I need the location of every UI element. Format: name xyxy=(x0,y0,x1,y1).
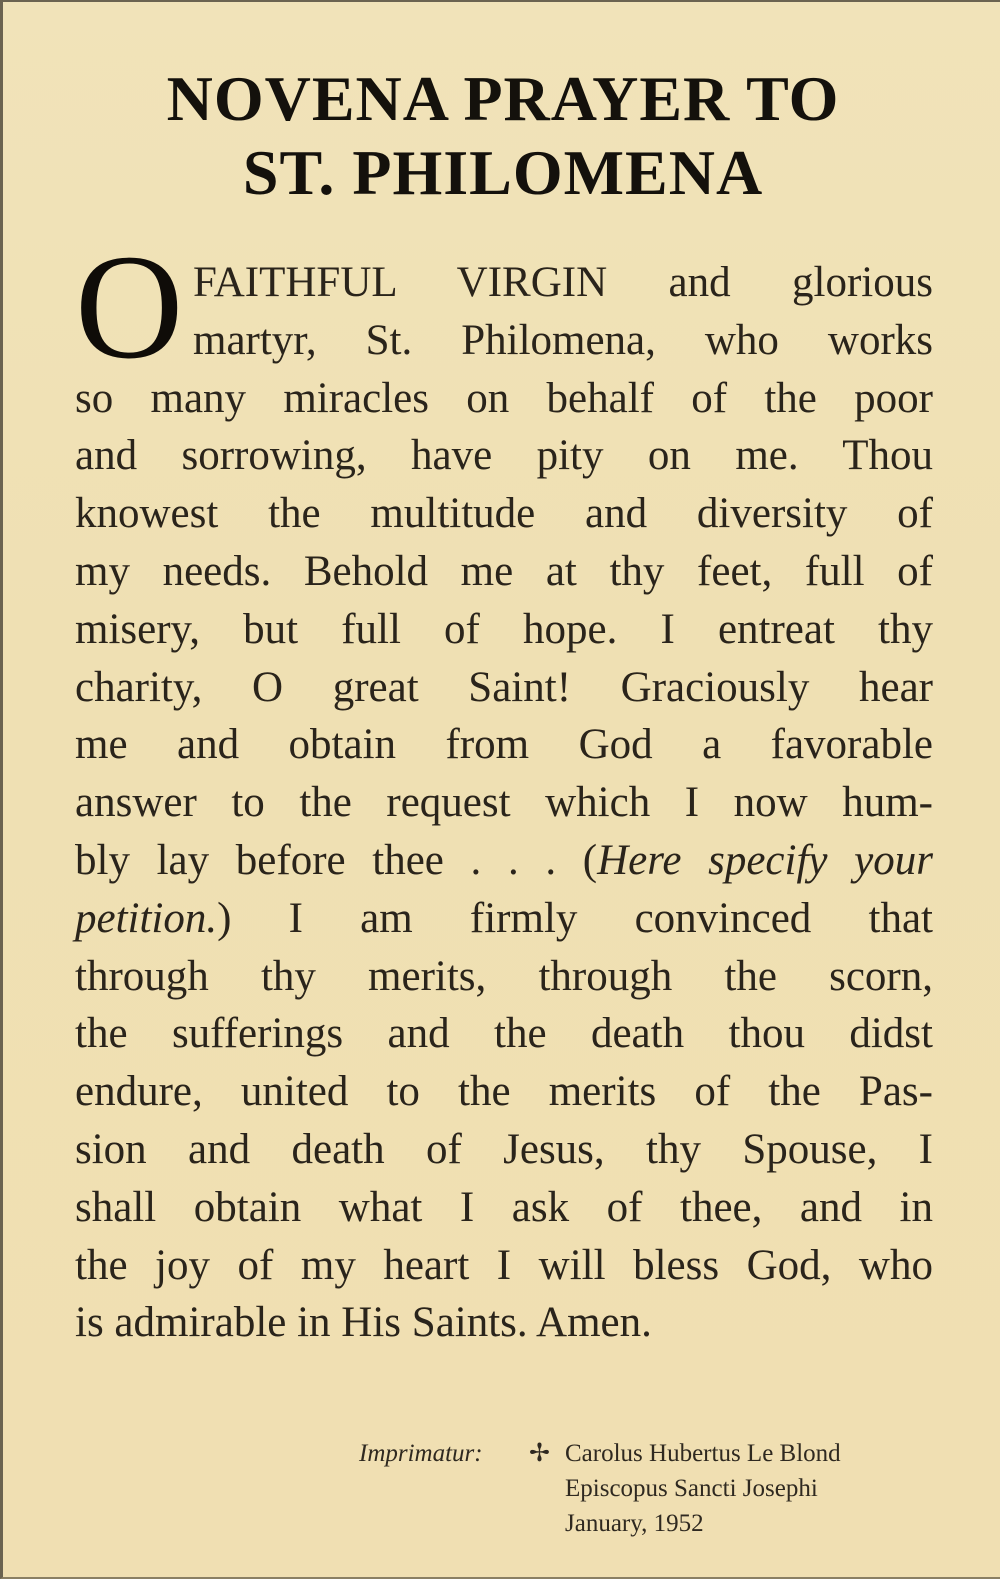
page-title xyxy=(3,62,1000,210)
cross-icon: ✢ xyxy=(529,1440,550,1467)
prayer-line-part: bly lay before thee . . . ( xyxy=(75,836,598,884)
prayer-line: endure, united to the merits of the Pas- xyxy=(75,1068,933,1116)
prayer-line: my needs. Behold me at thy feet, full of xyxy=(75,547,933,595)
petition-word: petition. xyxy=(75,894,218,942)
prayer-line: sion and death of Jesus, thy Spouse, I xyxy=(75,1125,933,1173)
prayer-line: through thy merits, through the scorn, xyxy=(75,952,933,1000)
title-line-1: NOVENA PRAYER TO xyxy=(166,63,840,134)
prayer-line: is admirable in His Saints. Amen. xyxy=(75,1299,652,1347)
title-line-2: ST. PHILOMENA xyxy=(242,137,764,208)
drop-cap: O xyxy=(75,224,184,390)
prayer-line: charity, O great Saint! Graciously hear xyxy=(75,663,933,711)
prayer-line-part: ) I am firmly convinced that xyxy=(217,894,933,942)
prayer-line: knowest the multitude and diversity of xyxy=(75,490,933,538)
petition-instruction: Here specify your xyxy=(597,836,933,884)
prayer-line: martyr, St. Philomena, who works xyxy=(193,316,933,364)
imprimatur-date: January, 1952 xyxy=(565,1510,704,1537)
prayer-line: so many miracles on behalf of the poor xyxy=(75,374,933,422)
prayer-line-mixed xyxy=(75,890,933,948)
prayer-line: the joy of my heart I will bless God, who xyxy=(75,1241,933,1289)
imprimatur-label: Imprimatur: xyxy=(359,1440,483,1467)
prayer-line: answer to the request which I now hum- xyxy=(75,779,933,827)
prayer-text xyxy=(75,254,933,1352)
prayer-line: and sorrowing, have pity on me. Thou xyxy=(75,432,933,480)
prayer-line: FAITHFUL VIRGIN and glorious xyxy=(193,259,933,306)
bishop-name: Carolus Hubertus Le Blond xyxy=(565,1440,841,1467)
imprimatur-signature xyxy=(565,1436,841,1541)
prayer-line: the sufferings and the death thou didst xyxy=(75,1010,933,1058)
prayer-line: shall obtain what I ask of thee, and in xyxy=(75,1183,933,1231)
bishop-office: Episcopus Sancti Josephi xyxy=(565,1475,818,1502)
prayer-line: misery, but full of hope. I entreat thy xyxy=(75,605,933,653)
prayer-line: me and obtain from God a favorable xyxy=(75,721,933,769)
prayer-line-mixed xyxy=(75,832,933,890)
